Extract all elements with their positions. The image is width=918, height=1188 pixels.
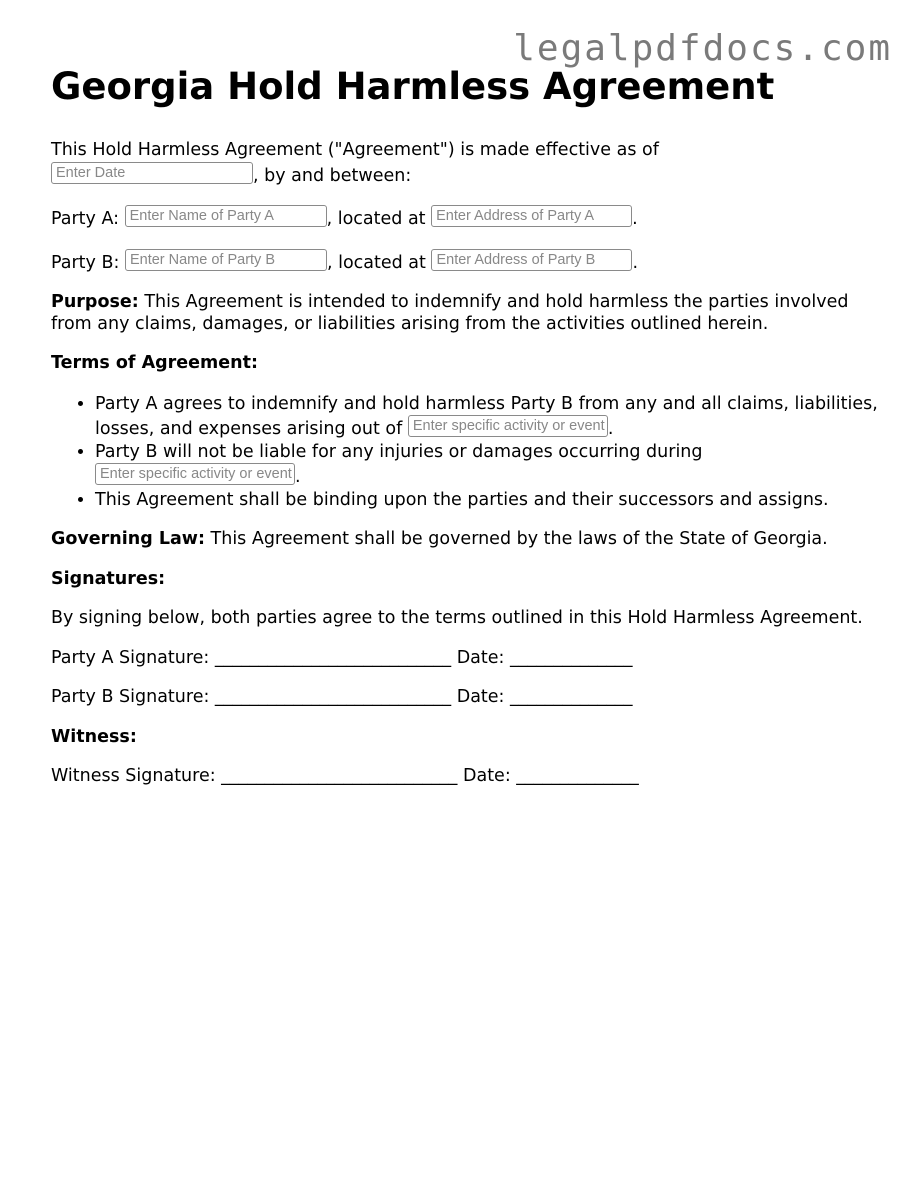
purpose-text: This Agreement is intended to indemnify and hold harmless the parties involved from any claims, damages, or liabilities arising from the activities outlined herein. [51,292,849,334]
effective-date-input[interactable]: Enter Date [51,162,253,184]
party-b-end: . [632,252,639,273]
governing-law-text: This Agreement shall be governed by the laws of the State of Georgia. [204,529,828,549]
terms-heading: Terms of Agreement: [51,353,258,373]
terms-item-2-text: Party B will not be liable for any injuries or damages occurring during [95,441,703,462]
intro-paragraph [51,140,881,187]
activity-input-2[interactable]: Enter specific activity or event [95,463,295,485]
party-b-signature-line: Party B Signature: ___________________________ Date: ______________ [51,687,633,707]
terms-item-1-end: . [607,419,614,439]
terms-list [51,393,881,512]
activity-input-1[interactable]: Enter specific activity or event [408,415,608,437]
party-b-located-text: , located at [326,252,426,273]
intro-text-after: , by and between: [253,165,412,186]
purpose-label: Purpose: [51,292,139,312]
party-b-label: Party B: [51,252,120,273]
page-title: Georgia Hold Harmless Agreement [51,65,775,108]
party-a-signature-line: Party A Signature: ___________________________ Date: ______________ [51,647,633,668]
party-b-address-input[interactable]: Enter Address of Party B [431,249,632,271]
party-a-line [51,205,881,231]
document-body [51,64,881,806]
party-a-label: Party A: [51,209,120,229]
party-b-name-input[interactable]: Enter Name of Party B [125,249,327,271]
terms-item-2-end: . [295,467,301,487]
party-a-end: . [632,209,638,229]
watermark: legalpdfdocs.com [513,28,892,69]
governing-law-label: Governing Law: [51,529,205,549]
terms-item-1-text: Party A agrees to indemnify and hold harmless Party B from any and all claims, liabilities, losses, and expenses arising out of [95,393,878,439]
party-a-located-text: , located at [326,209,426,229]
purpose-paragraph [51,292,881,335]
signatures-text: By signing below, both parties agree to the terms outlined in this Hold Harmless Agreement. [51,608,863,628]
intro-text: This Hold Harmless Agreement ("Agreement") is made effective as of [51,140,659,160]
governing-law-paragraph [51,529,881,551]
terms-item-2 [95,441,881,489]
terms-item-3-text: This Agreement shall be binding upon the parties and their successors and assigns. [95,489,829,510]
witness-heading: Witness: [51,726,137,747]
terms-item-1 [95,393,881,441]
witness-signature-line: Witness Signature: ___________________________ Date: ______________ [51,766,639,786]
terms-item-3 [95,489,881,512]
party-a-address-input[interactable]: Enter Address of Party A [431,205,632,227]
party-a-name-input[interactable]: Enter Name of Party A [125,205,327,227]
party-b-line [51,249,881,275]
signatures-heading: Signatures: [51,568,166,589]
